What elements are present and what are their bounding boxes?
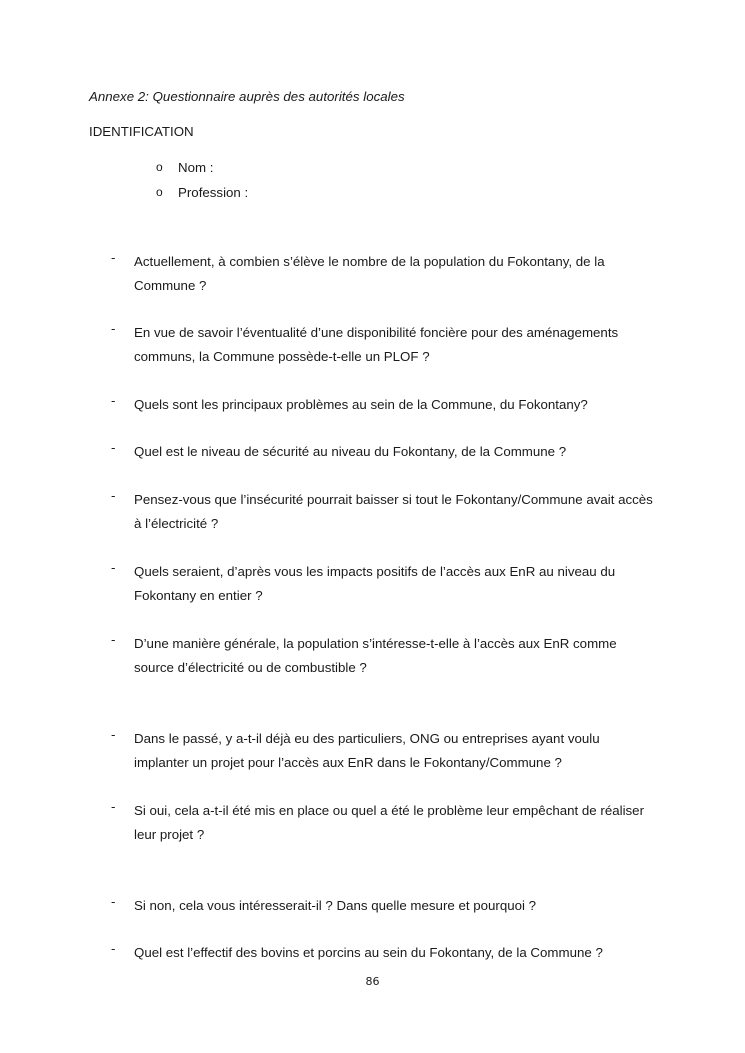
dash-bullet: - <box>111 393 116 408</box>
question-text: Dans le passé, y a-t-il déjà eu des particuliers, ONG ou entreprises ayant voulu implanter un projet pour l’accès aux EnR dans le Fokontany/Commune ? <box>134 731 600 770</box>
dash-bullet: - <box>111 941 116 956</box>
dash-bullet: - <box>111 727 116 742</box>
question-text: En vue de savoir l’éventualité d’une disponibilité foncière pour des aménagements communs, la Commune possède-t-elle un PLOF ? <box>134 325 619 364</box>
circle-bullet-icon: o <box>156 160 163 174</box>
question-text: Pensez-vous que l’insécurité pourrait baisser si tout le Fokontany/Commune avait accès à l’électricité ? <box>134 492 653 531</box>
annexe-title: Annexe 2: Questionnaire auprès des autorités locales <box>89 89 405 104</box>
question-text: D’une manière générale, la population s’intéresse-t-elle à l’accès aux EnR comme source d’électricité ou de combustible ? <box>134 636 617 675</box>
circle-bullet-icon: o <box>156 185 163 199</box>
question-text: Actuellement, à combien s’élève le nombre de la population du Fokontany, de la Commune ? <box>134 254 605 293</box>
section-title: IDENTIFICATION <box>89 124 194 139</box>
dash-bullet: - <box>111 632 116 647</box>
question-text: Quels sont les principaux problèmes au sein de la Commune, du Fokontany? <box>134 397 588 412</box>
dash-bullet: - <box>111 250 116 265</box>
question-text: Quels seraient, d’après vous les impacts positifs de l’accès aux EnR au niveau du Fokontany en entier ? <box>134 564 616 603</box>
dash-bullet: - <box>111 440 116 455</box>
question-text: Quel est le niveau de sécurité au niveau du Fokontany, de la Commune ? <box>134 444 567 459</box>
question-text: Quel est l’effectif des bovins et porcins au sein du Fokontany, de la Commune ? <box>134 945 603 960</box>
question-text: Si oui, cela a-t-il été mis en place ou quel a été le problème leur empêchant de réaliser leur projet ? <box>134 803 644 842</box>
identification-label: Profession : <box>178 185 249 200</box>
dash-bullet: - <box>111 894 116 909</box>
identification-label: Nom : <box>178 160 214 175</box>
dash-bullet: - <box>111 488 116 503</box>
dash-bullet: - <box>111 321 116 336</box>
page-number: 86 <box>365 975 380 988</box>
dash-bullet: - <box>111 799 116 814</box>
dash-bullet: - <box>111 560 116 575</box>
question-text: Si non, cela vous intéresserait-il ? Dans quelle mesure et pourquoi ? <box>134 898 537 913</box>
